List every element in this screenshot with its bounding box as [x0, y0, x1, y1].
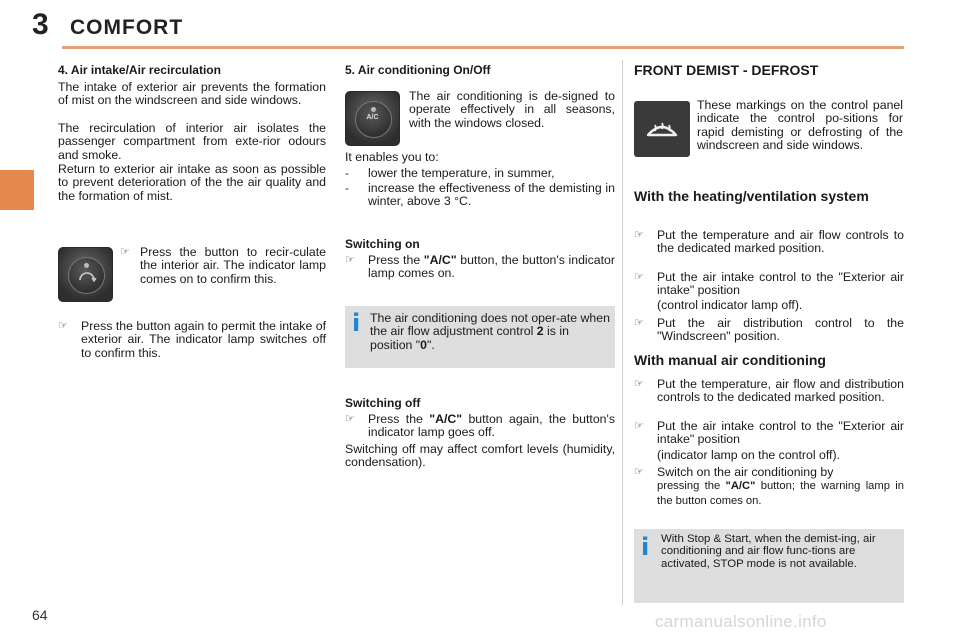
info-icon: i — [641, 533, 650, 561]
pointer-icon: ☞ — [634, 466, 644, 478]
ac-enables-text: It enables you to: — [345, 150, 439, 164]
pointer-icon: ☞ — [634, 271, 644, 283]
ac-list-item: - increase the effectiveness of the demisting in winter, above 3 °C. — [345, 181, 615, 209]
manual-ac-bullet-extra: (indicator lamp on the control off). — [657, 448, 840, 462]
air-intake-paragraph-3: Return to exterior air intake as soon as possible to prevent deterioration of the the air quality and the formation of mist. — [58, 162, 326, 203]
ac-intro-paragraph: The air conditioning is de-signed to operate effectively in all seasons, with the windows closed. — [409, 89, 615, 130]
switching-on-heading: Switching on — [345, 237, 420, 251]
pointer-icon: ☞ — [634, 317, 644, 329]
switching-off-paragraph: Switching off may affect comfort levels (humidity, condensation). — [345, 442, 615, 470]
stop-start-info-note — [634, 529, 904, 603]
stop-start-note-text: With Stop & Start, when the demist-ing, air conditioning and air flow func-tions are activated, STOP mode is not available. — [661, 533, 876, 570]
pointer-icon: ☞ — [634, 420, 644, 432]
heating-bullet: ☞ Put the air distribution control to the "Windscreen" position. — [634, 316, 904, 344]
ac-button-label: A/C — [366, 114, 379, 121]
exterior-air-bullet — [58, 320, 326, 360]
heating-bullet-extra: (control indicator lamp off). — [657, 298, 803, 312]
manual-ac-bullet: ☞ Put the air intake control to the "Exterior air intake" position — [634, 419, 904, 447]
front-demist-intro: These markings on the control panel indicate the control po-sitions for rapid demisting or defrosting of the windscreen and side windows. — [697, 98, 903, 152]
pointer-icon: ☞ — [58, 320, 68, 332]
manual-ac-heading: With manual air conditioning — [634, 352, 826, 368]
pointer-icon: ☞ — [634, 229, 644, 241]
column-divider — [622, 60, 623, 605]
switching-off-heading: Switching off — [345, 396, 421, 410]
heating-ventilation-heading: With the heating/ventilation system — [634, 188, 869, 204]
manual-ac-bullet: ☞ Switch on the air conditioning by pressing the "A/C" button; the warning lamp in the button comes on. — [634, 465, 904, 507]
pointer-icon: ☞ — [345, 413, 355, 425]
ac-info-note-text: The air conditioning does not oper-ate when the air flow adjustment control 2 is in position "0". — [370, 311, 610, 352]
pointer-icon: ☞ — [634, 378, 644, 390]
pointer-icon: ☞ — [345, 254, 355, 266]
ac-button-icon — [345, 91, 400, 146]
chapter-side-tab — [0, 170, 34, 210]
heating-bullet: ☞ Put the temperature and air flow controls to the dedicated marked position. — [634, 228, 904, 256]
recirculate-bullet — [120, 246, 326, 286]
recirculate-bullet-text: Press the button to recir-culate the interior air. The indicator lamp comes on to confirm this. — [140, 245, 326, 286]
air-intake-heading: 4. Air intake/Air recirculation — [58, 63, 221, 77]
windscreen-demist-icon — [634, 101, 690, 157]
chapter-title: COMFORT — [70, 16, 184, 39]
page-number: 64 — [32, 607, 48, 623]
switching-on-bullet: ☞ Press the "A/C" button, the button's indicator lamp comes on. — [345, 253, 615, 281]
ac-onoff-heading: 5. Air conditioning On/Off — [345, 63, 491, 77]
ac-info-note — [345, 306, 615, 368]
info-icon: i — [352, 309, 361, 337]
front-demist-heading: FRONT DEMIST - DEFROST — [634, 62, 819, 78]
recirculation-button-icon — [58, 247, 113, 302]
watermark: carmanualsonline.info — [655, 612, 827, 631]
air-intake-paragraph-2: The recirculation of interior air isolates the passenger compartment from exte-rior odours and smoke. — [58, 121, 326, 162]
heating-bullet: ☞ Put the air intake control to the "Exterior air intake" position — [634, 270, 904, 298]
switching-off-bullet: ☞ Press the "A/C" button again, the button's indicator lamp goes off. — [345, 412, 615, 440]
air-intake-paragraph-1: The intake of exterior air prevents the formation of mist on the windscreen and side windows. — [58, 80, 326, 108]
header-rule — [62, 46, 904, 49]
exterior-air-bullet-text: Press the button again to permit the intake of exterior air. The indicator lamp switches off to confirm this. — [81, 319, 326, 360]
manual-ac-bullet: ☞ Put the temperature, air flow and distribution controls to the dedicated marked position. — [634, 377, 904, 405]
chapter-number: 3 — [32, 8, 49, 41]
pointer-icon: ☞ — [120, 246, 130, 258]
ac-list-item: - lower the temperature, in summer, — [345, 166, 555, 180]
